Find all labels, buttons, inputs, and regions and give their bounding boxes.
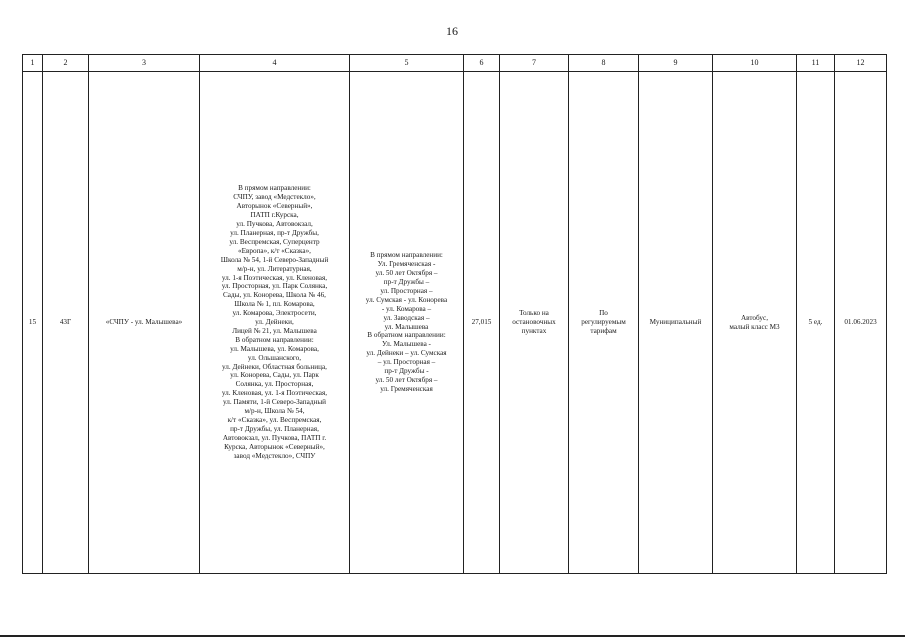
cell-line: ул. Просторная – [380,286,433,295]
column-header: 11 [797,55,835,72]
vehicle-count-cell: 5 ед. [797,72,835,574]
route-code-cell: 43Г [43,72,89,574]
cell-line: В прямом направлении: [238,184,311,193]
cell-line: Автовокзал, ул. Пучкова, ПАТП г. [222,433,327,442]
column-header: 9 [639,55,713,72]
cell-line: Солянка, ул. Просторная, [235,380,314,389]
cell-line: - ул. Комарова – [381,304,432,313]
cell-line: Школа № 54, 1-й Северо-Западный [220,255,329,264]
column-header: 5 [350,55,464,72]
column-header: 8 [569,55,639,72]
cell-line: ул. 50 лет Октября – [375,375,438,384]
cell-line: Ул. Малышева - [382,340,431,349]
cell-line: ул. Сумская - ул. Конорева [365,295,448,304]
column-header: 12 [835,55,887,72]
cell-line: к/т «Сказка», ул. Веспремская, [227,416,322,425]
row-number-cell: 15 [23,72,43,574]
stops-cell [200,72,350,574]
column-header: 7 [500,55,569,72]
cell-line: Автобус, [740,313,768,322]
cell-line: пунктах [521,326,547,335]
carrier-type-cell: Муниципальный [639,72,713,574]
cell-line: Ул. Гремяченская - [377,260,436,269]
cell-line: тарифам [590,326,617,335]
vehicle-cell [713,72,797,574]
boarding-order-cell [500,72,569,574]
cell-line: «Европа», к/т «Сказка», [238,246,311,255]
cell-line: Курска, Авторынок «Северный», [224,442,325,451]
cell-line: ул. Веспремская, Суперцентр [229,237,320,246]
bottom-rule [0,635,905,637]
cell-line: ПАТП г.Курска, [250,211,299,220]
cell-line: ул. Кленовая, ул. 1-я Поэтическая, [221,389,328,398]
tariff-cell [569,72,639,574]
cell-line: регулируемым [581,318,626,327]
cell-line: В прямом направлении: [370,251,443,260]
cell-line: Школа № 1, пл. Комарова, [234,300,315,309]
header-row [23,55,887,72]
cell-line: ул. 1-я Поэтическая, ул. Кленовая, [221,273,328,282]
cell-line: Лицей № 21, ул. Малышева [232,326,317,335]
table-row [23,72,887,574]
route-name-cell: «СЧПУ - ул. Малышева» [89,72,200,574]
column-header: 4 [200,55,350,72]
start-date-cell: 01.06.2023 [835,72,887,574]
column-header: 1 [23,55,43,72]
cell-line: ул. Малышева, ул. Комарова, [230,344,319,353]
cell-line: В обратном направлении: [235,335,314,344]
cell-line: Только на [519,309,549,318]
cell-line: ул. Планерная, пр-т Дружбы, [230,228,319,237]
column-header: 10 [713,55,797,72]
cell-line: Сады, ул. Конорева, Школа № 46, [223,291,326,300]
cell-line: остановочных [512,318,556,327]
cell-line: ул. Комарова, Электросети, [232,309,317,318]
column-header: 2 [43,55,89,72]
cell-line: ул. Малышева [384,322,429,331]
cell-line: ул. Дейнеки – ул. Сумская [366,349,447,358]
cell-line: ул. Пучкова, Автовокзал, [236,220,313,229]
cell-line: м/р-н, ул. Литературная, [237,264,312,273]
cell-line: – ул. Просторная – [377,358,436,367]
cell-line: пр-т Дружбы, ул. Планерная, [230,424,319,433]
cell-line: пр-т Дружбы – [383,277,430,286]
cell-line: В обратном направлении: [367,331,446,340]
cell-line: ул. Просторная, ул. Парк Солянка, [221,282,328,291]
cell-line: ул. Конорева, Сады, ул. Парк [230,371,319,380]
length-cell: 27,015 [464,72,500,574]
cell-line: Авторынок «Северный», [236,202,313,211]
column-header: 3 [89,55,200,72]
route-table [22,54,887,574]
cell-line: завод «Медстекло», СЧПУ [233,451,316,460]
cell-line: ул. Гремяченская [380,384,433,393]
cell-line: ул. Заводская – [383,313,430,322]
cell-line: м/р-н, Школа № 54, [244,407,305,416]
column-header: 6 [464,55,500,72]
cell-line: ул. Памяти, 1-й Северо-Западный [222,398,326,407]
cell-line: По [599,309,608,318]
cell-line: ул. Дейнеки, [255,318,294,327]
cell-line: пр-т Дружбы - [384,367,429,376]
cell-line: ул. 50 лет Октября – [375,269,438,278]
cell-line: ул. Дейнеки, Областная больница, [222,362,327,371]
cell-line: ул. Ольшанского, [247,353,302,362]
roads-cell [350,72,464,574]
cell-line: СЧПУ, завод «Медстекло», [233,193,316,202]
cell-line: малый класс М3 [729,322,780,331]
page-number: 16 [446,24,458,38]
